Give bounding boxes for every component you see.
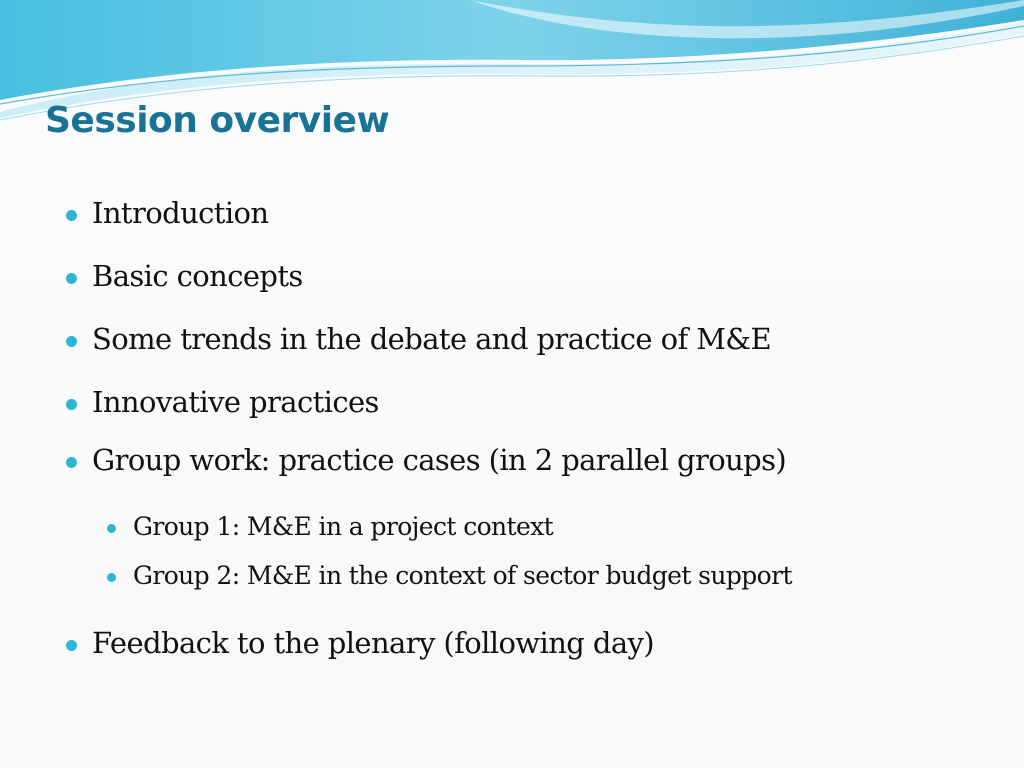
bullet-dot-icon (66, 457, 77, 468)
bullet-dot-icon (66, 336, 77, 347)
sub-bullet-dot-icon (107, 524, 116, 533)
bullet-dot-icon (66, 273, 77, 284)
bullet-item (64, 385, 379, 419)
bullet-text: Basic concepts (92, 259, 303, 293)
sub-bullet-text: Group 2: M&E in the context of sector budget support (133, 561, 792, 590)
bullet-dot-icon (66, 640, 77, 651)
bullet-item (64, 626, 654, 660)
sub-bullet-text: Group 1: M&E in a project context (133, 512, 554, 541)
bullet-text: Some trends in the debate and practice of M&E (92, 322, 772, 356)
bullet-item (64, 259, 303, 293)
sub-bullet-dot-icon (107, 573, 116, 582)
bullet-dot-icon (66, 210, 77, 221)
bullet-item (64, 196, 268, 230)
bullet-text: Group work: practice cases (in 2 parallel groups) (92, 443, 787, 477)
slide-title: Session overview (45, 100, 390, 141)
sub-bullet-item (107, 512, 553, 541)
sub-bullet-item (107, 561, 792, 590)
bullet-text: Feedback to the plenary (following day) (92, 626, 655, 660)
bullet-item (64, 322, 771, 356)
bullet-item (64, 443, 786, 477)
bullet-text: Introduction (92, 196, 269, 230)
bullet-text: Innovative practices (92, 385, 379, 419)
bullet-dot-icon (66, 399, 77, 410)
